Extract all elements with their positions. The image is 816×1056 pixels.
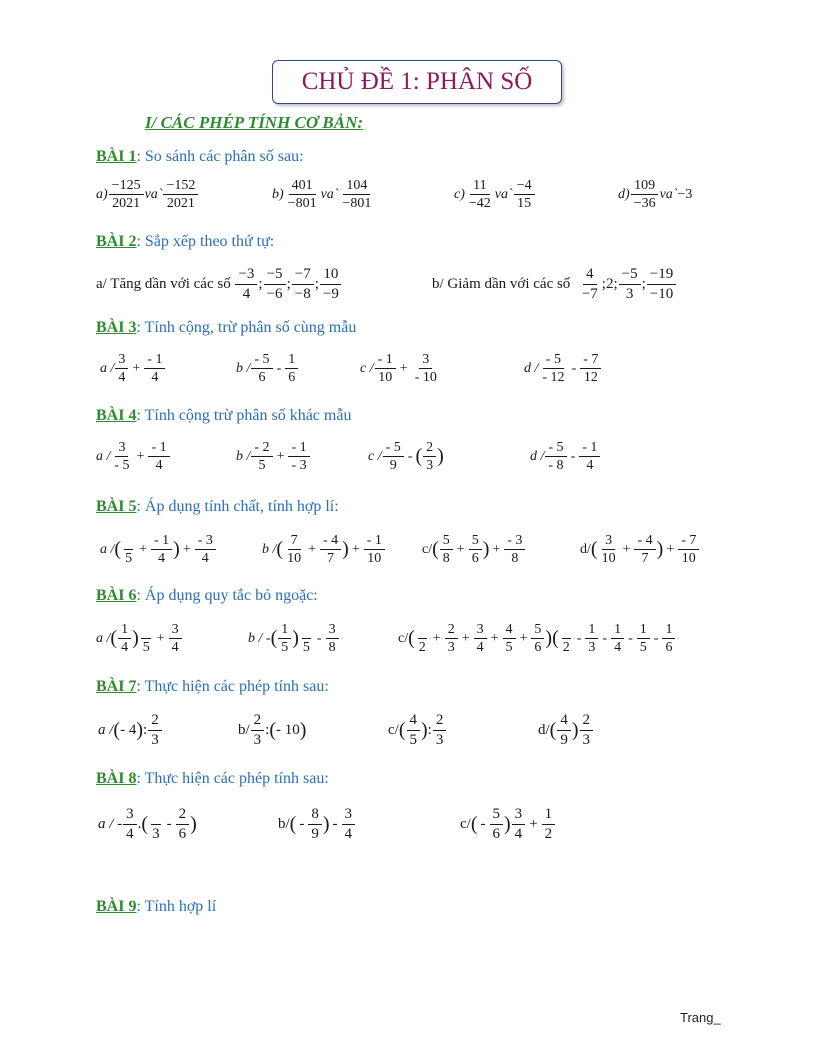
bai9-heading — [96, 898, 216, 916]
bai2-a: a/ Tăng dần với các số $\frac{-3}{4}$ ; $\frac{-5}{-6}$ ; $\frac{-7}{-8}$ ; $\frac{10}{-9}$ — [96, 266, 343, 302]
bai2-label: BÀI 2 — [96, 233, 137, 250]
bai5-b: b / ( $\frac{7}{10}$ + $\frac{- 4}{7}$ ) + $\frac{- 1}{10}$ — [262, 533, 386, 567]
bai4-text: : Tính cộng trừ phân số khác mẫu — [136, 407, 352, 424]
bai7-label: BÀI 7 — [96, 678, 137, 695]
bai2-b-text: b/ Giảm dần với các số — [432, 275, 571, 292]
section-heading: I/ CÁC PHÉP TÍNH CƠ BẢN: — [145, 113, 364, 132]
bai2-text: : Sắp xếp theo thứ tự: — [136, 233, 275, 250]
bai7-text: : Thực hiện các phép tính sau: — [136, 678, 329, 695]
bai3-text: : Tính cộng, trừ phân số cùng mẫu — [136, 319, 357, 336]
bai6-text: : Áp dụng quy tắc bỏ ngoặc: — [136, 587, 318, 604]
bai5-text: : Áp dụng tính chất, tính hợp lí: — [136, 498, 339, 515]
bai1-c: c) $\frac{11}{-42}$ va` $\frac{-4}{15}$ — [454, 178, 536, 212]
bai1-heading — [96, 148, 304, 166]
bai3-d: d / $\frac{- 5}{- 12}$ - $\frac{- 7}{12}$ — [524, 352, 602, 386]
bai5-label: BÀI 5 — [96, 498, 137, 515]
page-title: CHỦ ĐỀ 1: PHÂN SỐ — [272, 60, 562, 104]
bai2-b: b/ Giảm dần với các số $\frac{4}{-7}$ ;2; $\frac{-5}{3}$ ; $\frac{-19}{-10}$ — [432, 266, 677, 302]
bai8-c: c/ ( - $\frac{5}{6}$ ) $\frac{3}{4}$ + $\frac{1}{2}$ — [460, 806, 556, 842]
bai4-b: b / $\frac{- 2}{5}$ + $\frac{- 1}{- 3}$ — [236, 440, 311, 474]
bai4-label: BÀI 4 — [96, 407, 137, 424]
bai3-a: a / $\frac{3}{4}$ + $\frac{- 1}{4}$ — [100, 352, 166, 386]
bai1-text: : So sánh các phân số sau: — [136, 148, 304, 165]
bai5-d: d/ ( $\frac{3}{10}$ + $\frac{- 4}{7}$ ) + $\frac{- 7}{10}$ — [580, 533, 700, 567]
bai5-a: a / ( 5 + $\frac{- 1}{4}$ ) + $\frac{- 3}{4}$ — [100, 533, 217, 567]
bai3-label: BÀI 3 — [96, 319, 137, 336]
bai1-b: b) $\frac{401}{-801}$ va` $\frac{104}{-801}$ — [272, 178, 372, 212]
bai7-heading — [96, 678, 329, 696]
bai1-d: d) $\frac{109}{-36}$ va` −3 — [618, 178, 693, 212]
bai8-b: b/ ( - $\frac{8}{9}$ ) - $\frac{3}{4}$ — [278, 806, 356, 842]
bai8-text: : Thực hiện các phép tính sau: — [136, 770, 329, 787]
bai3-c: c / $\frac{- 1}{10}$ + $\frac{3}{- 10}$ — [360, 352, 437, 386]
bai1-label: BÀI 1 — [96, 148, 137, 165]
bai4-c: c / $\frac{- 5}{9}$ - ( $\frac{2}{3}$ ) — [368, 440, 444, 474]
bai1-a: a) $\frac{-125}{2021}$ va` $\frac{-152}{2021}$ — [96, 178, 199, 212]
bai4-a: a / $\frac{3}{- 5}$ + $\frac{- 1}{4}$ — [96, 440, 171, 474]
bai9-text: : Tính hợp lí — [136, 898, 217, 915]
bai4-heading — [96, 407, 351, 425]
bai8-heading — [96, 770, 329, 788]
bai7-c: c/ ( $\frac{4}{5}$ ) : $\frac{2}{3}$ — [388, 712, 447, 748]
bai5-c: c/ ( $\frac{5}{8}$ + $\frac{5}{6}$ ) + $\frac{- 3}{8}$ — [422, 533, 526, 567]
bai6-heading — [96, 587, 318, 605]
bai4-d: d / $\frac{- 5}{- 8}$ - $\frac{- 1}{4}$ — [530, 440, 601, 474]
page-footer: Trang_ — [680, 1010, 721, 1025]
bai3-heading — [96, 319, 356, 337]
bai6-b: b / - ( $\frac{1}{5}$ ) 5 - $\frac{3}{8}$ — [248, 622, 340, 656]
bai7-d: d/ ( $\frac{4}{9}$ ) $\frac{2}{3}$ — [538, 712, 594, 748]
bai6-a: a / ( $\frac{1}{4}$ ) 5 + $\frac{3}{4}$ — [96, 622, 183, 656]
bai8-label: BÀI 8 — [96, 770, 137, 787]
bai2-a-text: a/ Tăng dần với các số — [96, 275, 231, 292]
bai7-b: b/ $\frac{2}{3}$ : ( - 10 ) — [238, 712, 307, 748]
bai6-label: BÀI 6 — [96, 587, 137, 604]
bai8-a: a / - $\frac{3}{4}$ . ( 3 - $\frac{2}{6}$ ) — [98, 806, 197, 842]
bai6-c: c/ ( 2 + $\frac{2}{3}$ + $\frac{3}{4}$ + $\frac{4}{5}$ + $\frac{5}{6}$ ) ( 2 - $\frac{1}{3}$ - $\frac{1}{4}$ - $\frac{1}{5}$ - $\frac{1}{6}$ — [398, 622, 676, 656]
bai2-heading — [96, 233, 274, 251]
bai7-a: a / ( - 4 ) : $\frac{2}{3}$ — [98, 712, 163, 748]
bai5-heading — [96, 498, 339, 516]
bai9-label: BÀI 9 — [96, 898, 137, 915]
bai3-b: b / $\frac{- 5}{6}$ - $\frac{1}{6}$ — [236, 352, 299, 386]
